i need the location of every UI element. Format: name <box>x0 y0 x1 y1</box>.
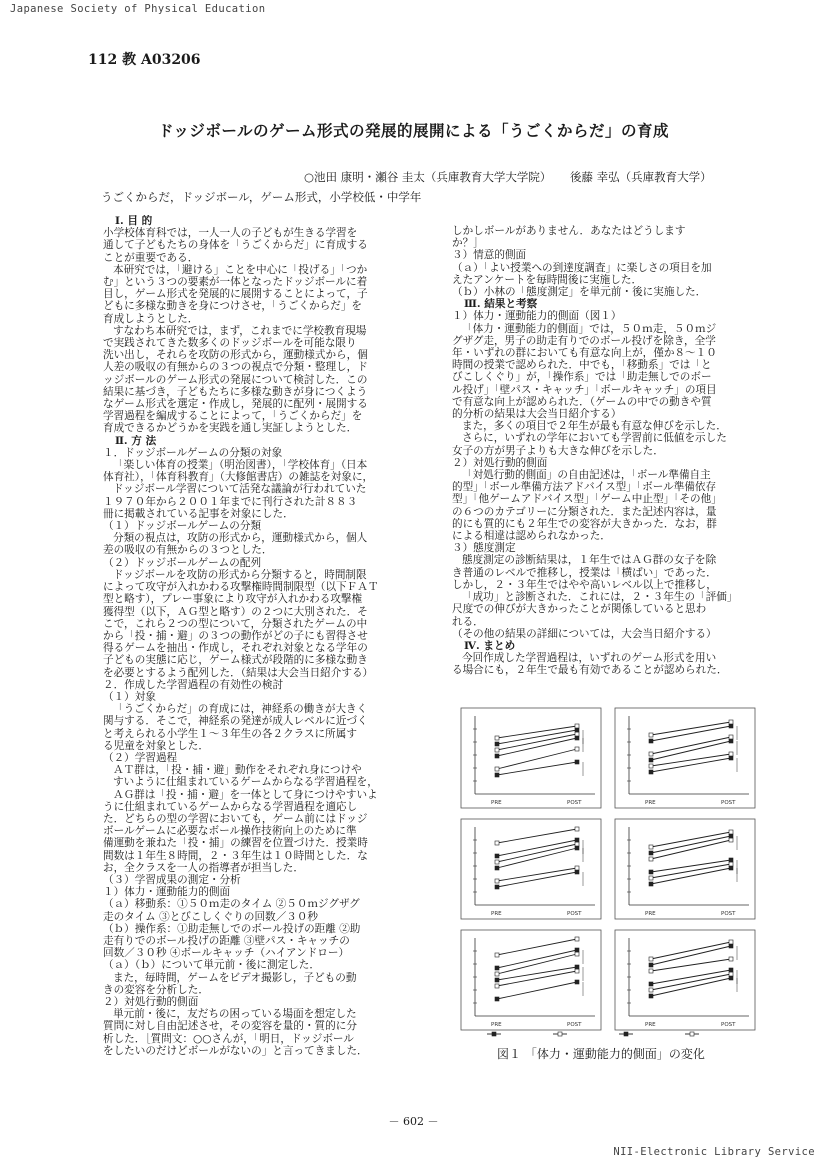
figure-point <box>495 854 499 858</box>
left-column-line: 本研究では，「避ける」ことを中心に「投げる」「つか <box>113 263 368 276</box>
figure-point <box>575 870 579 874</box>
figure-point <box>495 978 499 982</box>
figure-point <box>495 841 499 845</box>
figure-pre-label: PRE <box>491 911 502 917</box>
figure-point <box>495 767 499 771</box>
right-column-line: Ⅲ. 結果と考察 <box>464 298 538 311</box>
figure-pre-label: PRE <box>645 800 656 806</box>
left-column-line: 備運動を兼ねた「投・捕」の練習を位置づけた．授業時 <box>103 837 368 850</box>
figure-point <box>575 724 579 728</box>
figure-post-label: POST <box>567 911 582 917</box>
figure-point <box>495 966 499 970</box>
figure-series-line <box>651 946 731 965</box>
figure-post-label: POST <box>721 800 736 806</box>
figure-point <box>729 968 733 972</box>
figure-series-line <box>651 942 731 959</box>
left-column-line: 獲得型（以下，ＡＧ型と略す）の２つに大別された．そ <box>103 605 368 618</box>
figure-pre-label: PRE <box>491 800 502 806</box>
figure-point <box>729 756 733 760</box>
figure-point <box>649 969 653 973</box>
right-column-line: 「体力・運動能力的側面」では，５０ｍ走，５０ｍジ <box>462 322 717 335</box>
left-column-line: 人差の吸収の有無からの３つの視点で分類・整理し，ド <box>103 361 368 374</box>
left-column-line: うに仕組まれているゲームからなる学習過程を適応し <box>103 800 358 813</box>
figure-series-line <box>497 844 577 862</box>
left-column-line: 学習過程を編成することによって，「うごくからだ」を <box>103 410 363 423</box>
figure-point <box>575 842 579 846</box>
left-column-line: 走のタイム ③とびこしくぐりの回数／３０秒 <box>103 910 319 923</box>
left-column-line: すなわち本研究では，まず，これまでに学校教育現場 <box>113 324 367 337</box>
figure-point <box>495 754 499 758</box>
figure-series-line <box>651 737 731 754</box>
figure-point <box>729 858 733 862</box>
figure-series-line <box>497 840 577 856</box>
figure-point <box>729 862 733 866</box>
left-column <box>103 215 421 1057</box>
figure-point <box>649 752 653 756</box>
figure-point <box>495 748 499 752</box>
right-column-line: か？］ <box>452 237 484 250</box>
figure-point <box>495 773 499 777</box>
right-column-line: しかしボールがありません．あなたはどうします <box>452 225 686 237</box>
left-column-line: 子どもの実態に応じ，ゲーム様式が段階的に多様な動き <box>103 654 368 667</box>
left-column-line: 通して子どもたちの身体を「うごくからだ」に育成する <box>103 239 368 252</box>
left-column-line: 育成できるかどうかを実践を通し実証しようとした． <box>103 422 358 435</box>
figure-pre-label: PRE <box>645 1022 656 1028</box>
figure-point <box>575 948 579 952</box>
figure-point <box>575 838 579 842</box>
figure-point <box>575 736 579 740</box>
figure-point <box>575 866 579 870</box>
right-column-line: ３）態度測定 <box>452 542 516 555</box>
left-column-line: （１）ドッジボールゲームの分類 <box>103 520 262 533</box>
left-column-line: 小学校体育科では，一人一人の子どもが生きる学習を <box>103 227 358 240</box>
figure-post-label: POST <box>721 911 736 917</box>
figure-series-line <box>497 954 577 974</box>
right-column-line: 的型」「ボール準備方法アドバイス型」「ボール準備依存 <box>452 481 717 494</box>
left-column-line: １）体力・運動能力的側面 <box>103 886 231 899</box>
figure-series-line <box>497 829 577 843</box>
left-column-line: た．どちらの型の学習においても，ゲーム前にはドッジ <box>103 812 368 825</box>
paper-title: ドッジボールのゲーム形式の発展的展開による「うごくからだ」の育成 <box>157 121 670 140</box>
left-column-line: 育成しようとした． <box>103 312 199 325</box>
left-column-line: 結果に基づき，子どもたちに多様な動きが身につくよう <box>103 385 368 398</box>
left-column-line: １．ドッジボールゲームの分類の対象 <box>103 446 283 459</box>
figure-panel <box>461 819 601 919</box>
left-column-line: きの変容を分析した． <box>103 983 209 996</box>
figure-1 <box>457 706 757 1038</box>
right-column <box>452 225 764 677</box>
figure-point <box>729 724 733 728</box>
left-column-line: 「うごくからだ」の育成には，神経系の働きが大きく <box>113 703 368 716</box>
left-column-line: 得るゲームを抽出・作成し，それぞれ対象となる学年の <box>103 642 368 655</box>
figure-point <box>575 952 579 956</box>
right-column-line: で有意な向上が認められた．（ゲームの中での動きや質 <box>452 395 712 408</box>
figure-series-line <box>651 741 731 760</box>
right-column-line: ２）対処行動的側面 <box>452 456 548 469</box>
left-column-line: お，全クラスを一人の指導者が担当した． <box>103 861 304 874</box>
right-column-line: 「成功」と診断された．これには，２・３年生の「評価」 <box>462 591 738 604</box>
right-column-line: き普通のレベルで推移し，授業は「横ばい」であった． <box>452 566 717 579</box>
figure-panel <box>615 819 755 919</box>
left-column-line: 差の吸収の有無からの３つとした． <box>103 544 273 557</box>
figure-point <box>649 876 653 880</box>
left-column-line: 間数は１年生８時間，２・３年生は１０時間とした．な <box>103 849 368 862</box>
figure-point <box>649 957 653 961</box>
left-column-line: （１）対象 <box>103 690 156 703</box>
left-column-line: すいように仕組まれているゲームからなる学習過程を， <box>113 776 378 789</box>
figure-point <box>649 739 653 743</box>
society-header: Japanese Society of Physical Education <box>10 3 266 15</box>
right-column-line: （ａ）「よい授業への到達度調査」に楽しさの項目を加 <box>452 261 712 274</box>
figure-post-label: POST <box>567 1022 582 1028</box>
right-column-line: えたアンケートを毎時間後に実施した． <box>452 273 643 286</box>
left-column-line: 「楽しい体育の授業」（明治図書），「学校体育」（日本 <box>113 459 368 472</box>
left-column-line: ２．作成した学習過程の有効性の検討 <box>103 678 284 691</box>
right-column-line: 年・いずれの群においても有意な向上が，僅か８～１０ <box>452 347 717 360</box>
figure-point <box>575 937 579 941</box>
figure-point <box>495 866 499 870</box>
figure-point <box>729 752 733 756</box>
figure-caption: 図１ 「体力・運動能力的側面」の変化 <box>497 1047 705 1061</box>
figure-point <box>729 838 733 842</box>
right-column-line: （その他の結果の詳細については，大会当日紹介する） <box>452 627 717 640</box>
right-column-line: 型」「他ゲームアドバイス型」「ゲーム中止型」「その他」 <box>452 493 722 506</box>
figure-point <box>649 982 653 986</box>
right-column-line: る場合にも，２年生で最も有効であることが認められた． <box>452 664 728 677</box>
left-column-line: Ⅱ. 方 法 <box>115 434 157 447</box>
authors-primary: ○池田 康明・瀬谷 圭太（兵庫教育大学大学院） <box>304 170 552 184</box>
figure-point <box>649 733 653 737</box>
figure-panel <box>615 930 755 1030</box>
figure-point <box>729 720 733 724</box>
left-column-line: から「投・捕・避」の３つの動作がどの子にも習得させ <box>103 629 368 642</box>
left-column-line: 走有りでのボール投げの距離 ③壁パス・キャッチの <box>103 934 350 947</box>
figure-point <box>649 882 653 886</box>
left-column-line: 分類の視点は，攻防の形式から，運動様式から，個人 <box>113 532 368 545</box>
right-column-line: れる． <box>452 615 484 628</box>
figure-point <box>575 846 579 850</box>
right-column-line: 「対処行動的側面」の自由記述は，「ボール準備自主 <box>462 469 711 482</box>
left-column-line: 型と略す），プレー事象により攻守が入れかわる攻撃権 <box>103 593 363 606</box>
figure-point <box>729 739 733 743</box>
left-column-line: を必要とするよう配列した．（結果は大会当日紹介する） <box>103 666 374 679</box>
figure-point <box>495 953 499 957</box>
left-column-line: （ａ）移動系：①５０ｍ走のタイム ②５０ｍジグザグ <box>103 898 360 911</box>
figure-post-label: POST <box>721 1022 736 1028</box>
figure-point <box>495 860 499 864</box>
left-column-line: ドッジボール学習について活発な議論が行われていた <box>113 483 367 496</box>
left-column-line: １９７０年から２００１年までに刊行された計８８３ <box>103 495 358 508</box>
right-column-line: 今回作成した学習過程は，いずれのゲーム形式を用い <box>462 652 717 665</box>
figure-1-graphs <box>457 706 757 1038</box>
figure-pre-label: PRE <box>645 911 656 917</box>
left-column-line: （ｂ）操作系：①助走無しでのボール投げの距離 ②助 <box>103 922 361 935</box>
right-column-line: 女子の方が男子よりも大きな伸びを示した． <box>452 444 664 457</box>
figure-point <box>575 732 579 736</box>
figure-point <box>649 764 653 768</box>
figure-series-line <box>651 840 731 859</box>
left-column-line: ことが重要である． <box>103 251 199 264</box>
left-column-line: ＡＧ群は「投・捕・避」を一体として身につけやすいよ <box>113 788 378 801</box>
figure-legend-marker <box>492 1032 496 1036</box>
left-column-line: 体育社），「体育科教育」（大修館書店）の雑誌を対象に， <box>103 471 374 484</box>
authors-secondary: 後藤 幸弘（兵庫教育大学） <box>570 170 712 184</box>
figure-point <box>575 980 579 984</box>
right-column-line: 尺度での伸びが大きかったことが関係していると思わ <box>452 603 707 616</box>
right-column-line: グザグ走，男子の助走有りでのボール投げを除き，全学 <box>452 334 716 347</box>
figure-point <box>649 857 653 861</box>
right-column-line: しかし，２・３年生ではやや高いレベル以上で推移し， <box>452 578 717 591</box>
figure-point <box>575 969 579 973</box>
figure-series-line <box>497 848 577 868</box>
right-column-line: びこしくぐり」が，「操作系」では「助走無しでのボー <box>452 371 712 384</box>
figure-panel <box>461 708 601 808</box>
left-column-line: ２）対処行動的側面 <box>103 996 199 1008</box>
figure-series-line <box>497 749 577 769</box>
left-column-line: る児童を対象とした． <box>103 739 209 752</box>
left-column-line: なゲーム形式を選定・作成し，発展的に配列・展開する <box>103 398 368 411</box>
page-number: － 602 － <box>388 1115 439 1128</box>
right-column-line: 態度測定の診断結果は，１年生ではＡＧ群の女子を除 <box>462 554 717 567</box>
figure-legend-marker <box>690 1032 694 1036</box>
figure-series-line <box>497 738 577 756</box>
left-column-line: こで，これら２つの型について，分類されたゲームの中 <box>103 617 368 630</box>
right-column-line: 的にも質的にも２年生での変容が大きかった．なお，群 <box>452 517 717 530</box>
footer-service: NII-Electronic Library Service <box>613 1146 815 1158</box>
abstract-code: 112 教 A03206 <box>88 52 201 68</box>
figure-point <box>495 885 499 889</box>
figure-point <box>729 834 733 838</box>
keywords: うごくからだ，ドッジボール，ゲーム形式，小学校低・中学年 <box>101 190 422 204</box>
right-column-line: （ｂ）小林の「態度測定」を単元前・後に実施した． <box>452 286 707 299</box>
figure-point <box>649 994 653 998</box>
right-column-line: ル投げ」「壁パス・キャッチ」「ボールキャッチ」の項目 <box>452 383 717 396</box>
figure-point <box>495 997 499 1001</box>
figure-point <box>495 972 499 976</box>
left-column-line: Ⅰ. 目 的 <box>115 215 153 227</box>
figure-legend-marker <box>558 1032 562 1036</box>
figure-legend-marker <box>624 1032 628 1036</box>
figure-panel <box>615 708 755 808</box>
left-column-line: で実践されてきた数多くのドッジボールを可能な限り <box>103 337 357 350</box>
left-column-line: 析した．［質問文：○○さんが，「明日，ドッジボール <box>103 1032 354 1045</box>
figure-series-line <box>497 982 577 999</box>
figure-point <box>729 866 733 870</box>
figure-point <box>575 760 579 764</box>
figure-pre-label: PRE <box>491 1022 502 1028</box>
figure-point <box>649 963 653 967</box>
figure-point <box>649 845 653 849</box>
left-column-line: どもに多様な動きを身につけさせ，「うごくからだ」を <box>103 300 363 313</box>
left-column-line: ドッジボールを攻防の形式から分類すると，時間制限 <box>113 568 367 581</box>
left-column-line: と考えられる小学生１～３年生の各２クラスに所属す <box>103 727 357 740</box>
right-column-line: 時間の授業で認められた．中でも，「移動系」では「と <box>452 359 712 372</box>
figure-point <box>649 770 653 774</box>
right-column-line: 的分析の結果は大会当日紹介する） <box>452 408 622 421</box>
right-column-line: Ⅳ. まとめ <box>464 639 516 652</box>
figure-point <box>649 988 653 992</box>
left-column-line: 回数／３０秒 ④ボールキャッチ（ハイアンドロー） <box>103 947 350 960</box>
figure-point <box>575 965 579 969</box>
left-column-line: （２）ドッジボールゲームの配列 <box>103 556 262 569</box>
figure-point <box>575 747 579 751</box>
figure-series-line <box>651 978 731 996</box>
right-column-line: また，多くの項目で２年生が最も有意な伸びを示した． <box>462 420 727 433</box>
left-column-line: ッジボールのゲーム形式の発展について検討した．この <box>103 373 368 386</box>
figure-post-label: POST <box>567 800 582 806</box>
right-column-line: さらに，いずれの学年においても学習前に低値を示した <box>462 432 727 445</box>
figure-point <box>575 827 579 831</box>
left-column-line: ＡＴ群は，「投・捕・避」動作をそれぞれ身につけや <box>113 764 362 777</box>
left-column-line: 目し，ゲーム形式を発展的に展開することによって，子 <box>103 288 368 301</box>
figure-point <box>495 742 499 746</box>
right-column-line: ３）情意的側面 <box>452 249 527 262</box>
figure-point <box>495 736 499 740</box>
figure-point <box>729 976 733 980</box>
left-column-line: （２）学習過程 <box>103 751 178 764</box>
figure-point <box>729 944 733 948</box>
left-column-line: 洗い出し，それらを攻防の形式から，運動様式から，個 <box>103 349 368 362</box>
figure-point <box>649 758 653 762</box>
right-column-line: １）体力・運動能力的側面（図１） <box>452 310 622 323</box>
figure-point <box>649 870 653 874</box>
left-column-line: 質問に対し自由記述させ，その変容を量的・質的に分 <box>103 1020 357 1033</box>
figure-series-line <box>497 762 577 775</box>
figure-series-line <box>651 959 731 971</box>
left-column-line: ボールゲームに必要なボール操作技術向上のために準 <box>103 825 357 838</box>
left-column-line: 冊に掲載されている記事を対象にした． <box>103 507 294 520</box>
left-column-line: む」という３つの要素が一体となったドッジボールに着 <box>103 276 368 289</box>
right-column-line: の６つのカテゴリーに分類された．また記述内容は，量 <box>452 505 717 518</box>
figure-point <box>495 984 499 988</box>
left-column-line: （３）学習成果の測定・分析 <box>103 873 241 886</box>
figure-point <box>729 972 733 976</box>
figure-point <box>495 879 499 883</box>
left-column-line: をしたいのだけどボールがないの」と言ってきました． <box>103 1044 368 1057</box>
figure-point <box>649 851 653 855</box>
figure-point <box>729 957 733 961</box>
left-column-line: また，毎時間，ゲームをビデオ撮影し，子どもの動 <box>113 971 357 984</box>
left-column-line: 単元前・後に，友だちの困っている場面を想定した <box>113 1008 357 1021</box>
figure-point <box>729 940 733 944</box>
left-column-line: （ａ）（ｂ）について単元前・後に測定した． <box>103 959 320 972</box>
left-column-line: 関与する．そこで，神経系の発達が成人レベルに近づく <box>103 715 368 728</box>
figure-point <box>729 830 733 834</box>
figure-point <box>729 735 733 739</box>
right-column-line: による相違は認められなかった． <box>452 530 611 543</box>
figure-point <box>575 728 579 732</box>
left-column-line: によって攻守が入れかわる攻撃権時間制限型（以下ＦＡＴ <box>103 581 379 594</box>
